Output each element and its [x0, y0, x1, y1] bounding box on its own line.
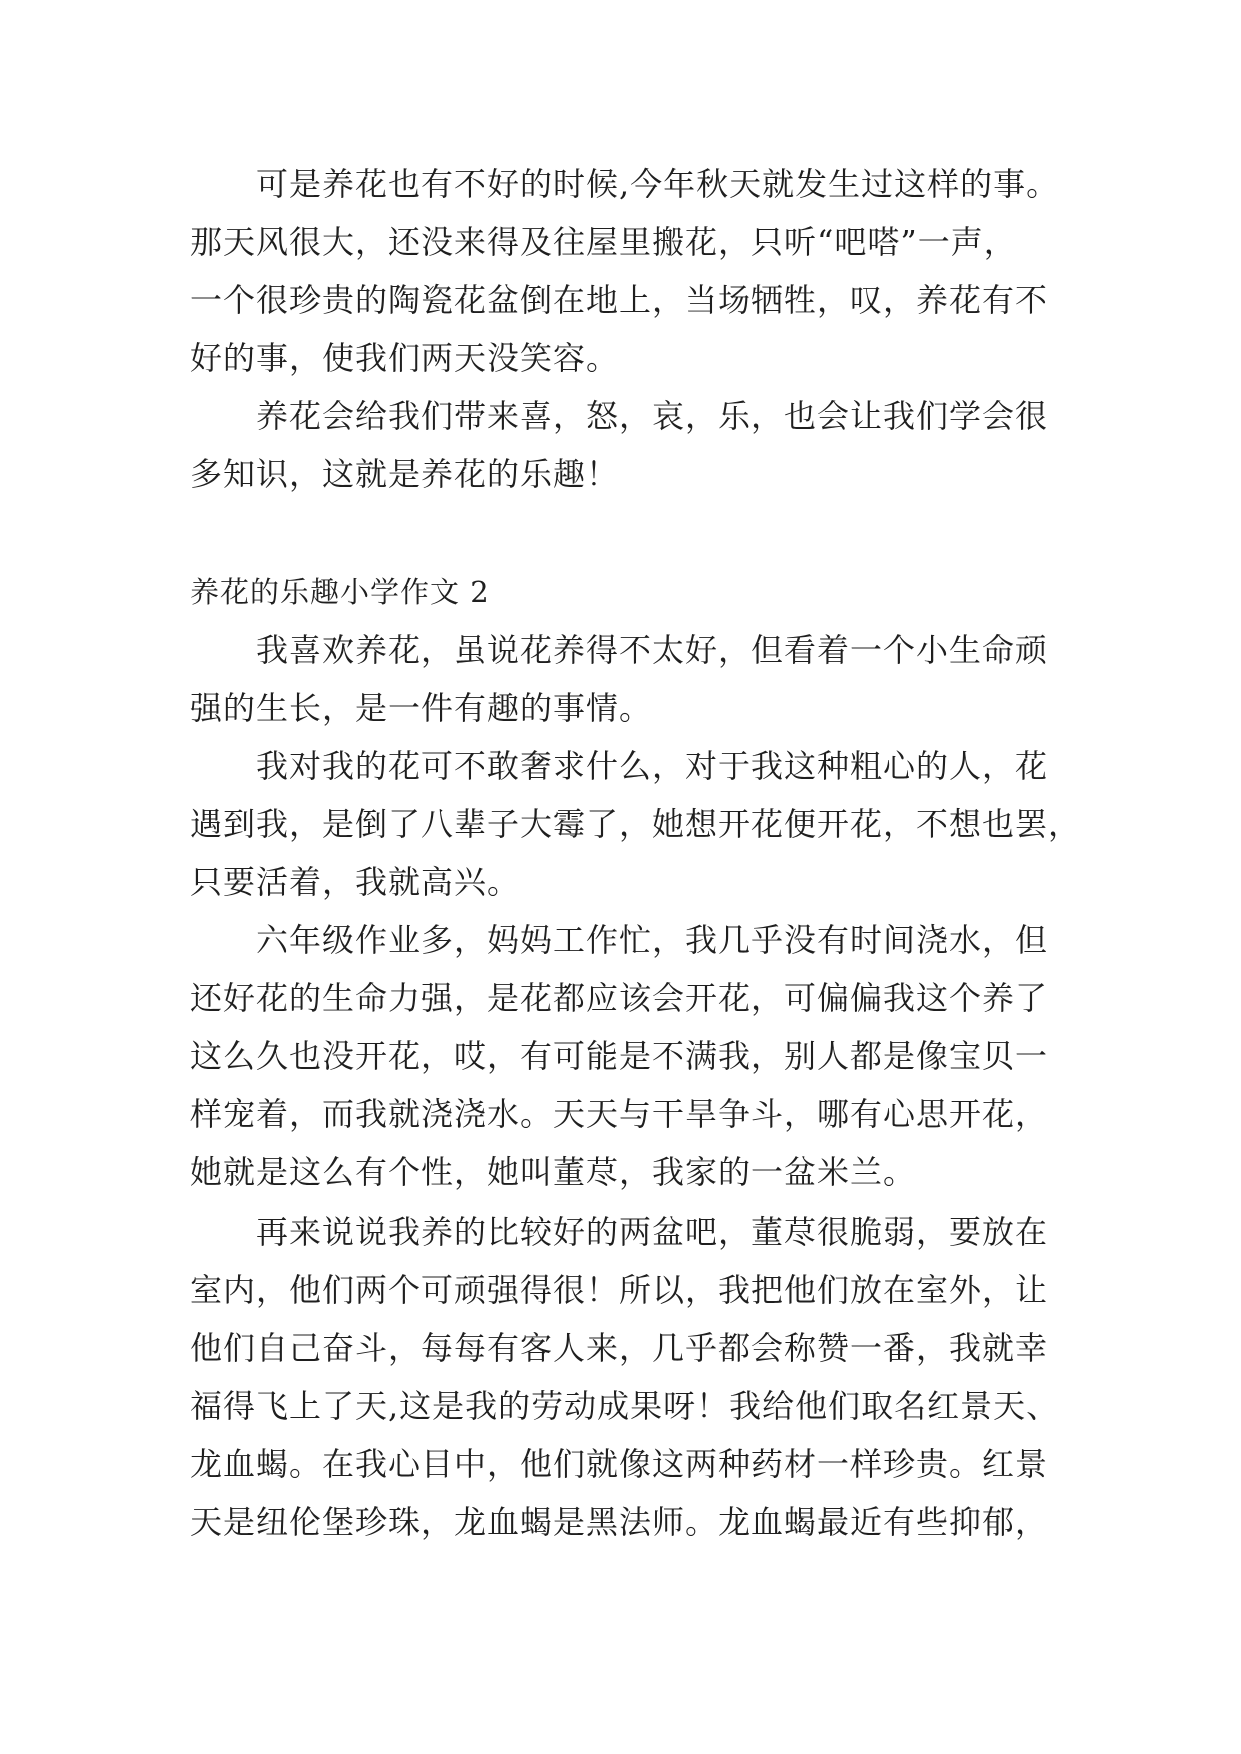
paragraph-line: 我对我的花可不敢奢求什么，对于我这种粗心的人，花 [256, 747, 1049, 785]
paragraph-line: 她就是这么有个性，她叫董荩，我家的一盆米兰。 [190, 1153, 917, 1191]
paragraph-line: 那天风很大，还没来得及往屋里搬花，只听“吧嗒”一声， [190, 223, 1017, 261]
section-heading: 养花的乐趣小学作文 2 [190, 575, 490, 609]
paragraph-line: 一个很珍贵的陶瓷花盆倒在地上，当场牺牲，叹，养花有不 [190, 281, 1049, 319]
paragraph-line: 只要活着，我就高兴。 [190, 863, 521, 901]
paragraph-line: 他们自己奋斗，每每有客人来，几乎都会称赞一番，我就幸 [190, 1329, 1049, 1367]
paragraph-line: 福得飞上了天,这是我的劳动成果呀！我给他们取名红景天、 [190, 1387, 1060, 1425]
paragraph-line: 好的事，使我们两天没笑容。 [190, 339, 620, 377]
paragraph-line: 还好花的生命力强，是花都应该会开花，可偏偏我这个养了 [190, 979, 1049, 1017]
paragraph-line: 遇到我，是倒了八辈子大霉了，她想开花便开花，不想也罢， [190, 805, 1082, 843]
paragraph-line: 可是养花也有不好的时候,今年秋天就发生过这样的事。 [256, 165, 1060, 203]
paragraph-line: 龙血蝎。在我心目中，他们就像这两种药材一样珍贵。红景 [190, 1445, 1049, 1483]
paragraph-line: 多知识，这就是养花的乐趣！ [190, 455, 620, 493]
paragraph-line: 天是纽伦堡珍珠，龙血蝎是黑法师。龙血蝎最近有些抑郁， [190, 1503, 1049, 1541]
paragraph-line: 我喜欢养花，虽说花养得不太好，但看着一个小生命顽 [256, 631, 1049, 669]
paragraph-line: 这么久也没开花，哎，有可能是不满我，别人都是像宝贝一 [190, 1037, 1049, 1075]
paragraph-line: 六年级作业多，妈妈工作忙，我几乎没有时间浇水，但 [256, 921, 1049, 959]
paragraph-line: 养花会给我们带来喜，怒，哀，乐，也会让我们学会很 [256, 397, 1049, 435]
paragraph-line: 室内，他们两个可顽强得很！所以，我把他们放在室外，让 [190, 1271, 1049, 1309]
paragraph-line: 再来说说我养的比较好的两盆吧，董荩很脆弱，要放在 [256, 1213, 1049, 1251]
paragraph-line: 强的生长，是一件有趣的事情。 [190, 689, 653, 727]
paragraph-line: 样宠着，而我就浇浇水。天天与干旱争斗，哪有心思开花， [190, 1095, 1049, 1133]
